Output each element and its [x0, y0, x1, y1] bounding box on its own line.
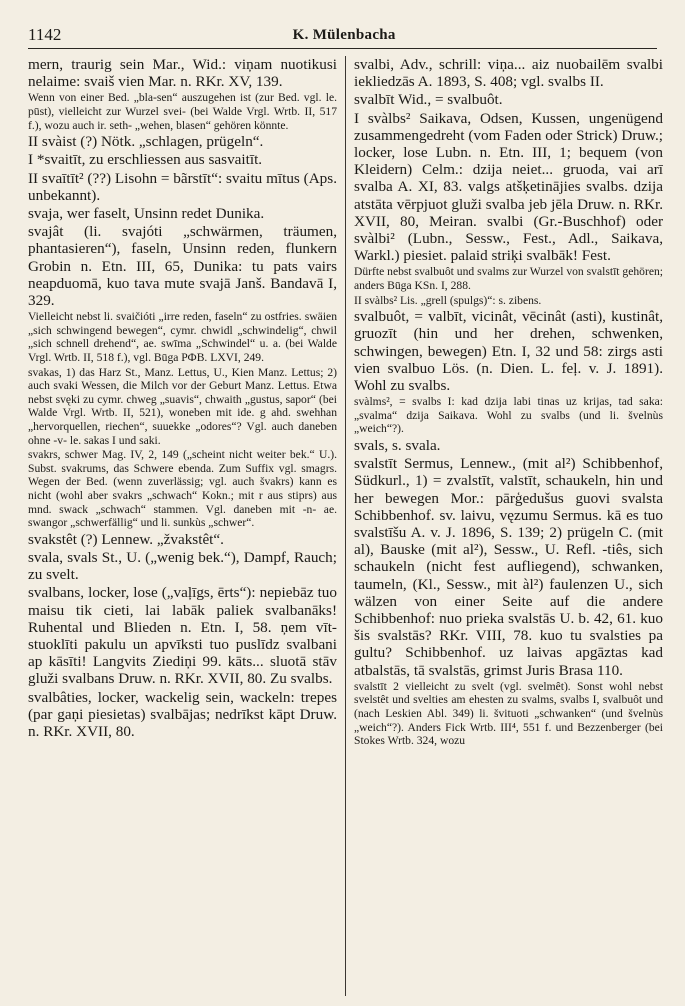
dictionary-entry: II svaītīt² (??) Lisohn = bãrstīt“: svaitu mītus (Aps. unbekannt).: [28, 169, 337, 204]
dictionary-entry: I *svaitīt, zu erschliessen aus sasvaitīt.: [28, 151, 263, 169]
two-column-body: [28, 56, 663, 996]
dictionary-entry: svalbans, locker, lose („vaļīgs, ērts“): nepiebāz tuo maisu tik cieti, lai labāk paliek svalbanāks! Ruhental und Blieden n. Etn. I, 58. ņem vīt-stuoklīti pakulu un apvīksti tuo puslīdz svalbani ap kāsīti! Langvits Ziediņi 99. kāts... sluotā stāv gluži svalbans Druw. n. RKr. XVII, 80. Zu svalbs.: [28, 584, 337, 688]
dictionary-entry: svalbuôt, = valbīt, vicinât, vēcinât (asti), kustinât, gruozīt (hin und her drehen, schwenken, schwingen, bewegen) Etn. I, 32 und 58: zirgs asti vien svalbuo Lös. (n. Dien. L. feļ. v. J. 1891). Wohl zu svalbs.: [354, 308, 663, 395]
dictionary-entry: svakstêt (?) Lennew. „žvakstêt“.: [28, 530, 224, 548]
right-column: [354, 56, 663, 996]
page-header: [28, 22, 657, 49]
etymology-note: svakrs, schwer Mag. IV, 2, 149 („scheint nicht weiter bek.“ U.). Subst. svakrums, das Schwere ebenda. Zum Suffix vgl. smagrs. Wegen der Bed. (wenn zuverlässig; vgl. auch švakrs) kann es nicht (wohl aber svakrs „schwach“ Kokn.; mit r aus stiprs) aus mnd. swack „schwach“ stammen. Vgl. daneben mit -n- ae. swangor „schwerfällig“ und li. sunkùs „schwer“.: [28, 448, 337, 530]
left-column: [28, 56, 337, 996]
running-head: K. Mülenbacha: [292, 27, 396, 43]
etymology-note: svalstīt 2 vielleicht zu svelt (vgl. svelmêt). Sonst wohl nebst svelstêt und svelties am ehesten zu svalms, svalbs I, svalbuôt und (nach Leskien Abl. 349) li. švituoti „schwanken“ (und švelnùs „weich“?). Anders Fick Wrtb. III⁴, 551 f. und Bezzenberger (bei Stokes Wrtb. 324, wozu: [354, 679, 663, 748]
etymology-note: Vielleicht nebst li. svaičióti „irre reden, faseln“ zu ostfries. swäien „sich schwingend bewegen“, cymr. chwidl „schwindelig“, chwil „sich schnell drehend“, ae. swīma „Schwindel“ u. a. (bei Walde Vrgl. Wrtb. II, 518 f.), vgl. Būga РФВ. LXVI, 249.: [28, 310, 337, 364]
dictionary-entry: II svàist (?) Nötk. „schlagen, prügeln“.: [28, 133, 264, 151]
dictionary-entry: svaja, wer faselt, Unsinn redet Dunika.: [28, 205, 265, 222]
dictionary-entry: I svàlbs² Saikava, Odsen, Kussen, ungenügend zusammengedreht (vom Faden oder Strick) Druw.; locker, lose Lubn. n. Etn. III, 1; bequem (von Kleidern) Celm.: dzija neiet... gruoda, vai arī svalba A. XI, 83. valgs atšķetinājies svalbs. dzija atstāta vērpjuot gluži svalba jeb jēla Druw. n. RKr. XVII, 80, Meiran. svalbi (Gr.-Buschhof) oder svàlbi² (Lubn., Sessw., Fest., Adl., Saikava, Warkl.) piesiet. palaid striķi svalbāk! Fest.: [354, 109, 663, 265]
dictionary-entry: svalstīt Sermus, Lennew., (mit al²) Schibbenhof, Südkurl., 1) = zvalstīt, valstīt, schaukeln, hin und her bewegen Mor.: pārģedušus guovi svalsta Schibbenhof. sv. laivu, vęzumu Sermus. kā es tuo svalstīšu A. v. J. 1896, S. 139; 2) prügeln C. (mit al), Bauske (mit al²), Sessw., U. Refl. -tiês, sich schaukeln (nicht fest aufliegend), schwanken, taumeln, (Kl., Sessw., mit àl²) faulenzen U., sich wälzen von einer Seite auf die andere Schibbenhof: nuo prieka svalstās U. b. 42, 61. kuo šis svalstās? RKr. VIII, 78. kuo tu svalsties pa gultu? Schibbenhof. uz laivas apgāztas kad atbalstās, tā svalstās, grimst Juris Brasa 110.: [354, 455, 663, 679]
etymology-note: II svàlbs² Lis. „grell (spulgs)“: s. zibens.: [354, 293, 542, 307]
page-number: 1142: [28, 25, 62, 44]
dictionary-entry: svalbâties, locker, wackelig sein, wackeln: trepes (par gaņi piesietas) svalbājas; nedrīkst kāpt Druw. n. RKr. XVII, 80.: [28, 688, 337, 740]
etymology-note: Wenn von einer Bed. „bla-sen“ auszugehen ist (zur Bed. vgl. le. pūst), vielleicht zur Wurzel svei- (bei Walde Vrgl. Wrtb. II, 517 f.), wozu auch ir. seth- „wehen, blasen“ gehören könnte.: [28, 91, 337, 132]
etymology-note: svàlms², = svalbs I: kad dzija labi tinas uz krijas, tad saka: „svalma“ dzija Saikava. Wohl zu svalbs (und li. švelnùs „weich“?).: [354, 395, 663, 436]
dictionary-entry: svalbi, Adv., schrill: viņa... aiz nuobailēm svalbi iekliedzās A. 1893, S. 408; vgl. svalbs II.: [354, 56, 663, 91]
column-divider: [345, 56, 346, 996]
etymology-note: Dürfte nebst svalbuôt und svalms zur Wurzel von svalstīt gehören; anders Būga KSn. I, 288.: [354, 265, 663, 293]
dictionary-entry: svala, svals St., U. („wenig bek.“), Dampf, Rauch; zu svelt.: [28, 548, 337, 584]
dictionary-entry: svals, s. svala.: [354, 437, 441, 455]
dictionary-entry: svalbīt Wid., = svalbuôt.: [354, 91, 503, 109]
dictionary-entry: svajât (li. svajóti „schwärmen, träumen, phantasieren“), faseln, Unsinn reden, flunkern Grobin n. Etn. III, 65, Dunika: tu pats vairs neapduomā, kuo tava mute svajā Janš. Bandavā I, 329.: [28, 223, 337, 310]
etymology-note: svakas, 1) das Harz St., Manz. Lettus, U., Kien Manz. Lettus; 2) auch svaki Wessen, die Milch vor der Geburt Manz. Lettus. Etwa nebst svęki zu cymr. chweg „suavis“, chwaith „gustus, sapor“ (bei Walde Vrgl. Wrtb. II, 521), woneben mit ide. g ahd. swehhan „hervorquellen, riechen“, suuekke „odores“? Vgl. auch daneben ohne -v- le. sakas I und saki.: [28, 365, 337, 447]
dictionary-entry: mern, traurig sein Mar., Wid.: viņam nuotikusi nelaime: svaiš vien Mar. n. RKr. XV, 139.: [28, 56, 337, 91]
